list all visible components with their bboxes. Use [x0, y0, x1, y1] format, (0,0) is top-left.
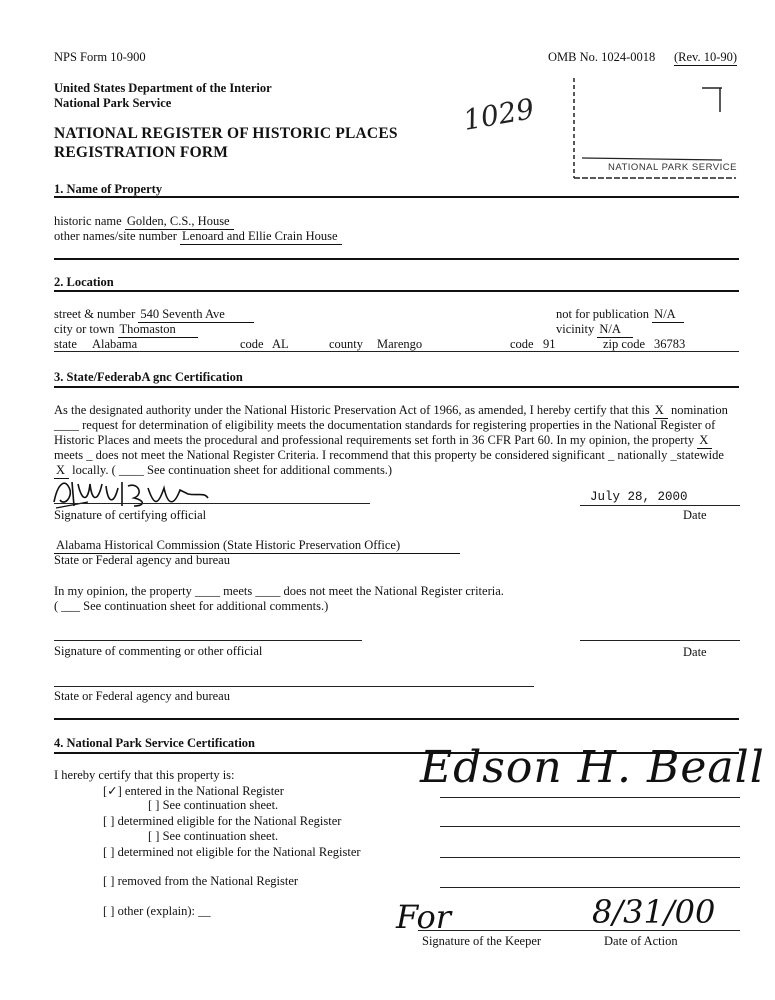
certifying-agency-label: State or Federal agency and bureau [54, 553, 230, 567]
keeper-certify-line: I hereby certify that this property is: [54, 768, 235, 782]
option-other[interactable]: [ ] other (explain): __ [103, 904, 211, 918]
certification-date-field[interactable]: July 28, 2000 [590, 490, 688, 504]
state-code-field[interactable]: AL [272, 337, 289, 351]
cert-para-line-2: ____ request for determination of eligibility meets the documentation standards for registering properties in the National Register of [54, 418, 716, 432]
form-title-line-2: REGISTRATION FORM [54, 144, 229, 161]
street-row [54, 307, 254, 323]
agency-2-label: State or Federal agency and bureau [54, 689, 230, 703]
agency-2-line[interactable] [54, 686, 534, 687]
street-field[interactable]: 540 Seventh Ave [138, 307, 254, 323]
section-3-end-rule [54, 718, 739, 720]
commenting-signature-label: Signature of commenting or other official [54, 644, 263, 658]
historic-name-field[interactable]: Golden, C.S., House [125, 214, 234, 230]
not-for-publication-row [556, 307, 684, 323]
certifying-agency-field[interactable]: Alabama Historical Commission (State Historic Preservation Office) [54, 538, 460, 554]
section-2-rule [54, 290, 739, 292]
not-for-publication-field[interactable]: N/A [652, 307, 684, 323]
cert-para-line-1-end: nomination [670, 403, 728, 417]
cert-para-line-1 [54, 403, 728, 419]
nomination-checkmark[interactable]: X [653, 403, 668, 419]
section-3-heading: 3. State/FederabA gnc Certification [54, 370, 243, 384]
locally-checkmark[interactable]: X [54, 463, 69, 479]
option-eligible-continuation[interactable]: [ ] See continuation sheet. [148, 829, 279, 843]
historic-name-label: historic name [54, 214, 122, 228]
state-label: state [54, 337, 77, 351]
commenting-date-label: Date [683, 645, 707, 659]
county-field[interactable]: Marengo [377, 337, 423, 351]
keeper-line-1 [440, 797, 740, 798]
street-label: street & number [54, 307, 136, 321]
action-date-field[interactable]: 8/31/00 [592, 893, 716, 931]
for-mark: For [396, 898, 452, 936]
opinion-continuation: ( ___ See continuation sheet for additional comments.) [54, 599, 329, 613]
form-number: NPS Form 10-900 [54, 50, 146, 64]
state-field[interactable]: Alabama [92, 337, 138, 351]
option-removed[interactable]: [ ] removed from the National Register [103, 874, 299, 888]
section-4-heading: 4. National Park Service Certification [54, 736, 255, 750]
form-title-line-1: NATIONAL REGISTER OF HISTORIC PLACES [54, 125, 398, 142]
handwritten-number: 1029 [460, 92, 537, 137]
certification-date-label: Date [683, 508, 707, 522]
zip-field[interactable]: 36783 [654, 337, 686, 351]
city-label: city or town [54, 322, 115, 336]
option-not-eligible[interactable]: [ ] determined not eligible for the National Register [103, 845, 361, 859]
cert-para-line-5-text: locally. ( ____ See continuation sheet for additional comments.) [72, 463, 393, 477]
keeper-signature: Edson H. Beall [420, 742, 765, 793]
commenting-date-line[interactable] [580, 640, 740, 641]
agency-line-2: National Park Service [54, 96, 172, 110]
option-entered[interactable]: [✓] entered in the National Register [103, 784, 284, 798]
not-for-publication-label: not for publication [556, 307, 650, 321]
cert-para-line-1-text: As the designated authority under the National Historic Preservation Act of 1966, as amended, I hereby certify that this [54, 403, 650, 417]
zip-label: zip code [603, 337, 645, 351]
revision-label: (Rev. 10-90) [674, 50, 738, 64]
city-row [54, 322, 198, 338]
section-1-end-rule [54, 258, 739, 260]
stamp-text: NATIONAL PARK SERVICE [608, 162, 737, 173]
section-2-heading: 2. Location [54, 275, 114, 289]
cert-para-line-4: meets _ does not meet the National Register Criteria. I recommend that this property be considered significant _ nationally _statewide [54, 448, 724, 462]
section-1-heading: 1. Name of Property [54, 182, 163, 196]
opinion-line: In my opinion, the property ____ meets ____ does not meet the National Register criteria. [54, 584, 504, 598]
agency-line-1: United States Department of the Interior [54, 81, 272, 95]
commenting-signature-line[interactable] [54, 640, 362, 641]
county-code-label: code [510, 337, 534, 351]
omb-number: OMB No. 1024-0018 [548, 50, 656, 64]
cert-para-line-3 [54, 433, 712, 449]
vicinity-row [556, 322, 633, 338]
keeper-line-4 [440, 887, 740, 888]
city-field[interactable]: Thomaston [118, 322, 198, 338]
state-row-underline [54, 351, 739, 352]
county-code-field[interactable]: 91 [543, 337, 556, 351]
section-3-rule [54, 386, 739, 388]
option-entered-continuation[interactable]: [ ] See continuation sheet. [148, 798, 279, 812]
other-names-label: other names/site number [54, 229, 177, 243]
keeper-line-2 [440, 826, 740, 827]
meets-criteria-checkmark[interactable]: X [697, 433, 712, 449]
certification-date-line [580, 505, 740, 506]
historic-name-row [54, 214, 234, 230]
certifying-signature-label: Signature of certifying official [54, 508, 207, 522]
vicinity-field[interactable]: N/A [597, 322, 633, 338]
vicinity-label: vicinity [556, 322, 595, 336]
state-code-label: code [240, 337, 264, 351]
county-label: county [329, 337, 364, 351]
other-names-row [54, 229, 342, 245]
keeper-signature-label: Signature of the Keeper [422, 934, 542, 948]
action-date-label: Date of Action [604, 934, 678, 948]
certifying-signature-line [54, 503, 370, 504]
certifying-agency-field-wrap [54, 538, 460, 554]
keeper-line-3 [440, 857, 740, 858]
receipt-stamp [572, 60, 738, 180]
cert-para-line-3-text: Historic Places and meets the procedural and professional requirements set forth in 36 CFR Part 60. In my opinion, the property [54, 433, 695, 447]
other-names-field[interactable]: Lenoard and Ellie Crain House [180, 229, 342, 245]
option-eligible[interactable]: [ ] determined eligible for the National Register [103, 814, 342, 828]
section-1-rule [54, 196, 739, 198]
